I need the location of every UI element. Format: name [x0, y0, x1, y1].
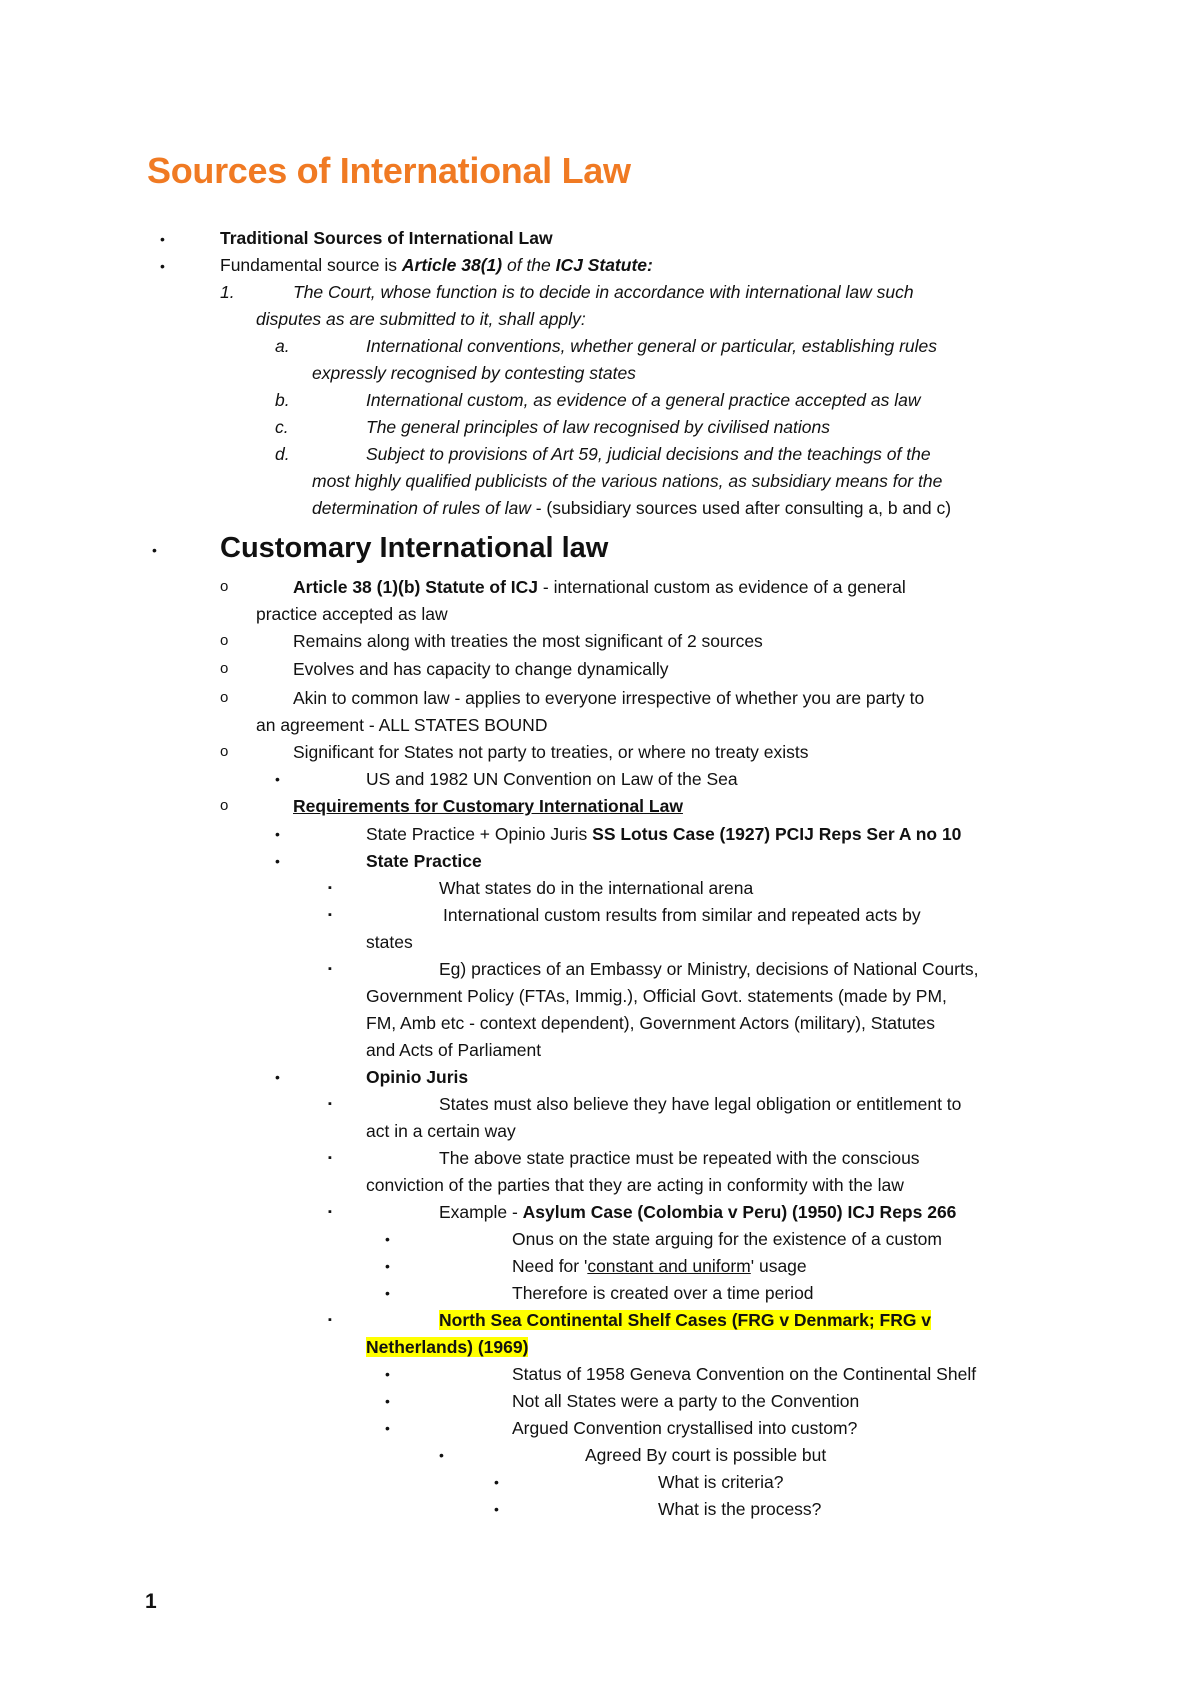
- text: - international custom as evidence of a general: [538, 577, 906, 597]
- state-practice-heading: State Practice: [366, 851, 482, 871]
- customary-heading: Customary International law: [220, 532, 609, 564]
- bullet-icon: •: [385, 1231, 390, 1247]
- bullet-icon: •: [275, 771, 280, 787]
- circle-bullet-icon: o: [220, 660, 229, 677]
- akin-line1: Akin to common law - applies to everyone irrespective of whether you are party to: [293, 688, 925, 708]
- sp-item-2-line2: states: [366, 932, 413, 952]
- bullet-icon: •: [494, 1501, 499, 1517]
- list-letter-c: c.: [275, 417, 289, 437]
- nsc-item-3a: Agreed By court is possible but: [585, 1445, 827, 1465]
- square-bullet-icon: ▪: [328, 882, 332, 894]
- text: State Practice + Opinio Juris: [366, 824, 593, 844]
- square-bullet-icon: ▪: [328, 1206, 332, 1218]
- bullet-icon: •: [385, 1285, 390, 1301]
- nsc-case-line2: [366, 1334, 528, 1361]
- nsc-item-2: Not all States were a party to the Convention: [512, 1391, 860, 1411]
- square-bullet-icon: ▪: [328, 1314, 332, 1326]
- sp-item-3-line2: Government Policy (FTAs, Immig.), Official Govt. statements (made by PM,: [366, 986, 947, 1006]
- item1-line2: disputes as are submitted to it, shall apply:: [256, 309, 586, 329]
- list-letter-a: a.: [275, 336, 290, 356]
- nsc-item-3: Argued Convention crystallised into custom?: [512, 1418, 858, 1438]
- oj-item-3: [439, 1199, 956, 1226]
- bullet-icon: •: [494, 1474, 499, 1490]
- item1-line1: The Court, whose function is to decide in accordance with international law such: [293, 282, 914, 302]
- bullet-icon: •: [160, 258, 165, 274]
- article-ref: Article 38(1): [401, 255, 503, 275]
- statute-ref: ICJ Statute:: [555, 255, 653, 275]
- art38-line2: practice accepted as law: [256, 604, 448, 624]
- oj-item-1-line1: States must also believe they have legal obligation or entitlement to: [439, 1094, 962, 1114]
- article-ref: Article 38 (1)(b) Statute of ICJ: [293, 577, 539, 597]
- page-number: 1: [145, 1590, 157, 1613]
- item-d-line1: Subject to provisions of Art 59, judicial decisions and the teachings of the: [366, 444, 931, 464]
- significant-text: Significant for States not party to treaties, or where no treaty exists: [293, 742, 809, 762]
- sp-item-3-line1: Eg) practices of an Embassy or Ministry, decisions of National Courts,: [439, 959, 979, 979]
- case-citation: Asylum Case (Colombia v Peru) (1950) ICJ Reps 266: [522, 1202, 957, 1222]
- item-c-line1: The general principles of law recognised by civilised nations: [366, 417, 830, 437]
- sp-item-2-line1: International custom results from similar and repeated acts by: [443, 905, 921, 925]
- oj-item-2-line1: The above state practice must be repeated with the conscious: [439, 1148, 920, 1168]
- bullet-icon: •: [385, 1258, 390, 1274]
- list-number: 1.: [220, 282, 235, 302]
- traditional-heading: Traditional Sources of International Law: [220, 228, 553, 248]
- nsc-item-3a-i: What is criteria?: [658, 1472, 784, 1492]
- oj-item-2-line2: conviction of the parties that they are acting in conformity with the law: [366, 1175, 904, 1195]
- bullet-icon: •: [385, 1420, 390, 1436]
- us-unclos-text: US and 1982 UN Convention on Law of the Sea: [366, 769, 738, 789]
- square-bullet-icon: ▪: [328, 963, 332, 975]
- text: determination of rules of law: [312, 498, 531, 518]
- bullet-icon: •: [152, 542, 157, 558]
- bullet-icon: •: [385, 1393, 390, 1409]
- highlighted-case: Netherlands) (1969): [366, 1337, 529, 1357]
- square-bullet-icon: ▪: [328, 1098, 332, 1110]
- asylum-item-1: Onus on the state arguing for the existence of a custom: [512, 1229, 942, 1249]
- circle-bullet-icon: o: [220, 743, 229, 760]
- requirements-heading: Requirements for Customary International Law: [293, 796, 683, 816]
- bullet-icon: •: [160, 231, 165, 247]
- text: Fundamental source is: [220, 255, 402, 275]
- akin-line2: an agreement - ALL STATES BOUND: [256, 715, 548, 735]
- square-bullet-icon: ▪: [328, 909, 332, 921]
- text: ' usage: [750, 1256, 807, 1276]
- circle-bullet-icon: o: [220, 689, 229, 706]
- item-d-line2: most highly qualified publicists of the various nations, as subsidiary means for the: [312, 471, 943, 491]
- nsc-item-1: Status of 1958 Geneva Convention on the Continental Shelf: [512, 1364, 977, 1384]
- item-a-line1: International conventions, whether general or particular, establishing rules: [366, 336, 938, 356]
- item-b-line1: International custom, as evidence of a general practice accepted as law: [366, 390, 921, 410]
- bullet-icon: •: [275, 1069, 280, 1085]
- item-a-line2: expressly recognised by contesting states: [312, 363, 636, 383]
- square-bullet-icon: ▪: [328, 1152, 332, 1164]
- nsc-item-3a-ii: What is the process?: [658, 1499, 822, 1519]
- bullet-icon: •: [385, 1366, 390, 1382]
- case-citation: SS Lotus Case (1927) PCIJ Reps Ser A no 10: [592, 824, 962, 844]
- page-title: Sources of International Law: [147, 150, 631, 191]
- opinio-juris-heading: Opinio Juris: [366, 1067, 469, 1087]
- highlighted-case: North Sea Continental Shelf Cases (FRG v Denmark; FRG v: [439, 1310, 932, 1330]
- sp-item-3-line4: and Acts of Parliament: [366, 1040, 542, 1060]
- sp-oj-line: [366, 821, 961, 848]
- underlined-text: constant and uniform: [587, 1256, 751, 1276]
- remains-text: Remains along with treaties the most significant of 2 sources: [293, 631, 763, 651]
- item-d-line3: [312, 495, 951, 522]
- bullet-icon: •: [439, 1447, 444, 1463]
- art38-line1: [293, 574, 906, 601]
- sp-item-3-line3: FM, Amb etc - context dependent), Government Actors (military), Statutes: [366, 1013, 935, 1033]
- text: - (subsidiary sources used after consulting a, b and c): [530, 498, 952, 518]
- circle-bullet-icon: o: [220, 578, 229, 595]
- circle-bullet-icon: o: [220, 797, 229, 814]
- asylum-item-3: Therefore is created over a time period: [512, 1283, 814, 1303]
- oj-item-1-line2: act in a certain way: [366, 1121, 516, 1141]
- circle-bullet-icon: o: [220, 632, 229, 649]
- nsc-case-line1: [439, 1307, 931, 1334]
- text: Example -: [439, 1202, 523, 1222]
- evolves-text: Evolves and has capacity to change dynamically: [293, 659, 669, 679]
- list-letter-d: d.: [275, 444, 290, 464]
- bullet-icon: •: [275, 853, 280, 869]
- fundamental-source: [220, 252, 653, 279]
- sp-item-1: What states do in the international arena: [439, 878, 754, 898]
- bullet-icon: •: [275, 826, 280, 842]
- text: of the: [502, 255, 556, 275]
- asylum-item-2: [512, 1253, 807, 1280]
- list-letter-b: b.: [275, 390, 290, 410]
- text: Need for ': [512, 1256, 588, 1276]
